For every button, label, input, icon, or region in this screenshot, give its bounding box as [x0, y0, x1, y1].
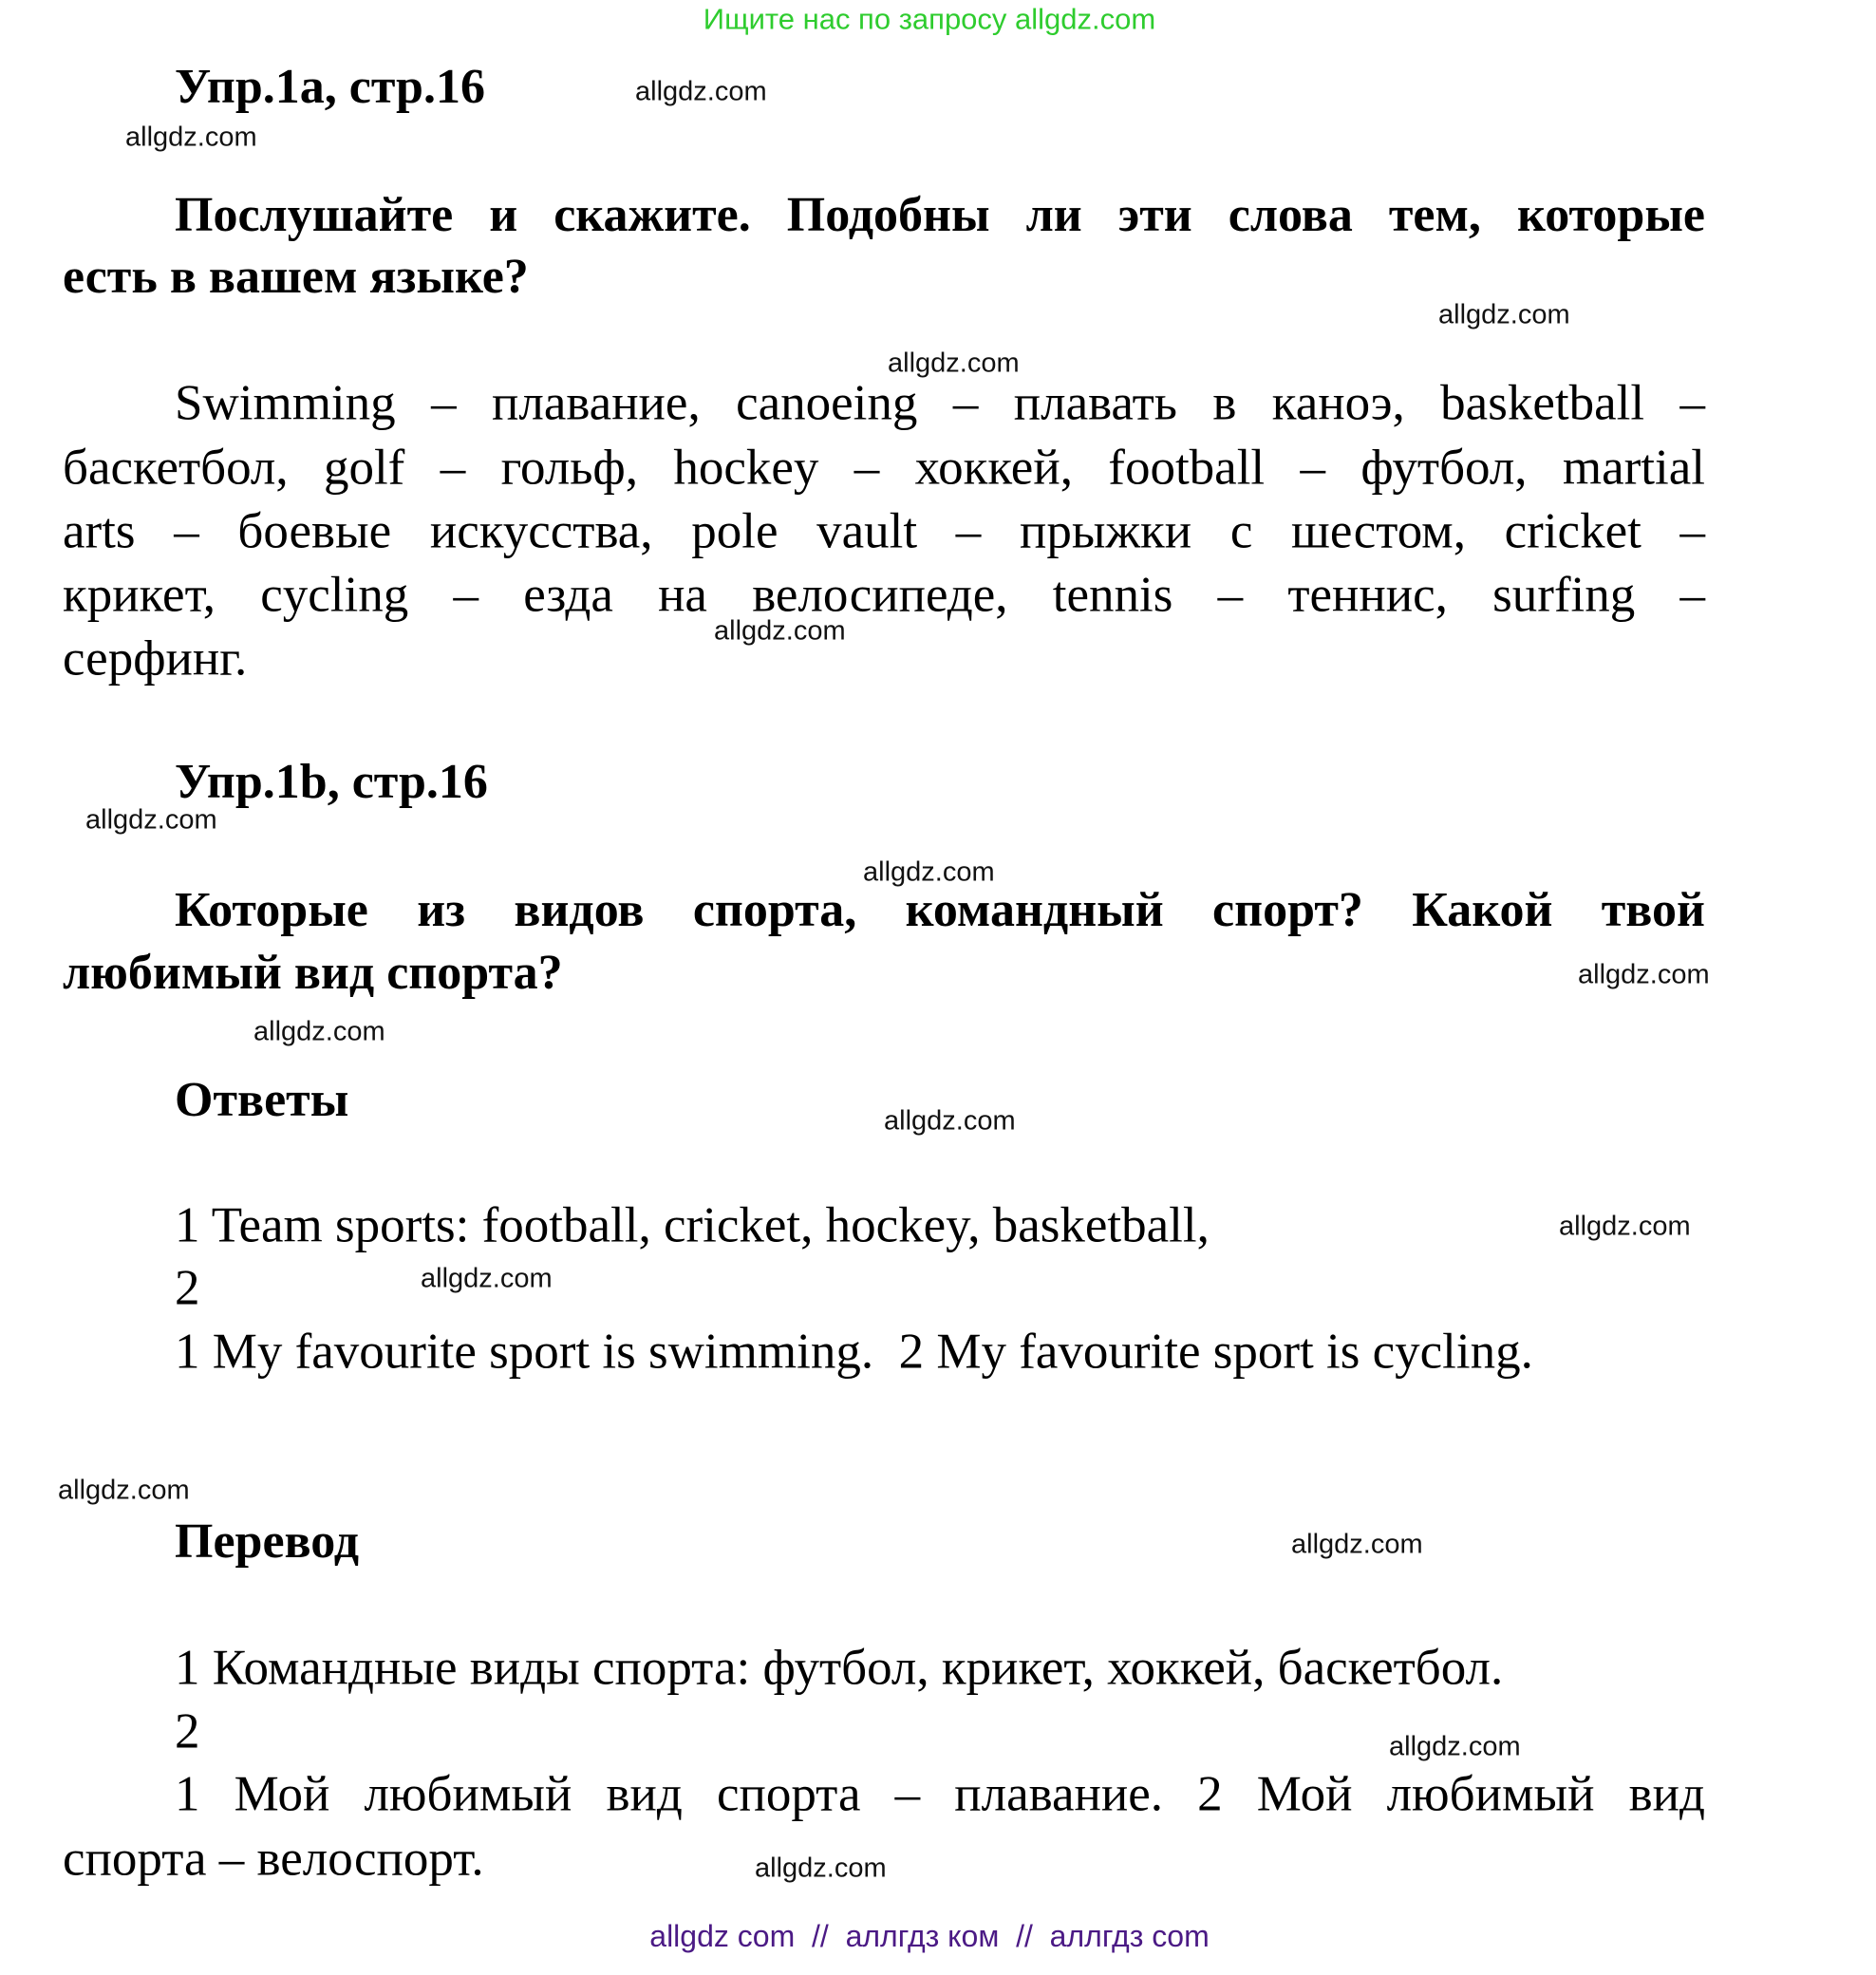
vocab-line: крикет, cycling – езда на велосипеде, tennis – теннис, surfing –: [63, 567, 1705, 623]
exercise-1a-instruction: Послушайте и скажите. Подобны ли эти слова тем, которые: [175, 188, 1705, 242]
answer-line: 1 Team sports: football, cricket, hockey, basketball,: [175, 1197, 1210, 1253]
watermark: allgdz.com: [1578, 959, 1710, 990]
watermark: allgdz.com: [863, 856, 995, 888]
watermark: allgdz.com: [714, 615, 846, 647]
vocab-line: баскетбол, golf – гольф, hockey – хоккей, football – футбол, martial: [63, 440, 1705, 496]
translation-line: 2: [175, 1703, 200, 1759]
translation-line: 1 Мой любимый вид спорта – плавание. 2 Мой любимый вид: [175, 1766, 1705, 1822]
translation-line: 1 Командные виды спорта: футбол, крикет, хоккей, баскетбол.: [175, 1640, 1504, 1696]
exercise-1b-title: Упр.1b, стр.16: [175, 755, 488, 809]
translation-line: спорта – велоспорт.: [63, 1831, 484, 1887]
exercise-1b-question: любимый вид спорта?: [63, 946, 563, 1000]
footer-links[interactable]: allgdz com // аллгдз ком // аллгдз com: [649, 1919, 1210, 1953]
translation-heading: Перевод: [175, 1514, 360, 1569]
watermark: allgdz.com: [755, 1853, 887, 1884]
watermark: allgdz.com: [1438, 299, 1570, 330]
exercise-1a-instruction: есть в вашем языке?: [63, 250, 529, 304]
top-banner[interactable]: Ищите нас по запросу allgdz.com: [703, 2, 1156, 36]
watermark: allgdz.com: [888, 348, 1020, 379]
exercise-1a-title: Упр.1a, стр.16: [175, 60, 485, 114]
watermark: allgdz.com: [253, 1016, 385, 1047]
watermark: allgdz.com: [1291, 1529, 1423, 1560]
answer-line: 2: [175, 1260, 200, 1316]
exercise-1b-question: Которые из видов спорта, командный спорт? Какой твой: [175, 883, 1705, 937]
vocab-line: Swimming – плавание, canoeing – плавать в каноэ, basketball –: [175, 375, 1705, 431]
answers-heading: Ответы: [175, 1073, 349, 1127]
vocab-line: серфинг.: [63, 630, 248, 687]
watermark: allgdz.com: [125, 122, 257, 153]
watermark: allgdz.com: [58, 1475, 190, 1506]
watermark: allgdz.com: [85, 804, 217, 836]
answer-line: 1 My favourite sport is swimming. 2 My favourite sport is cycling.: [175, 1324, 1533, 1380]
watermark: allgdz.com: [884, 1105, 1016, 1137]
watermark: allgdz.com: [421, 1263, 553, 1294]
watermark: allgdz.com: [635, 76, 767, 107]
watermark: allgdz.com: [1389, 1731, 1521, 1762]
watermark: allgdz.com: [1559, 1211, 1691, 1242]
vocab-line: arts – боевые искусства, pole vault – прыжки с шестом, cricket –: [63, 503, 1705, 559]
